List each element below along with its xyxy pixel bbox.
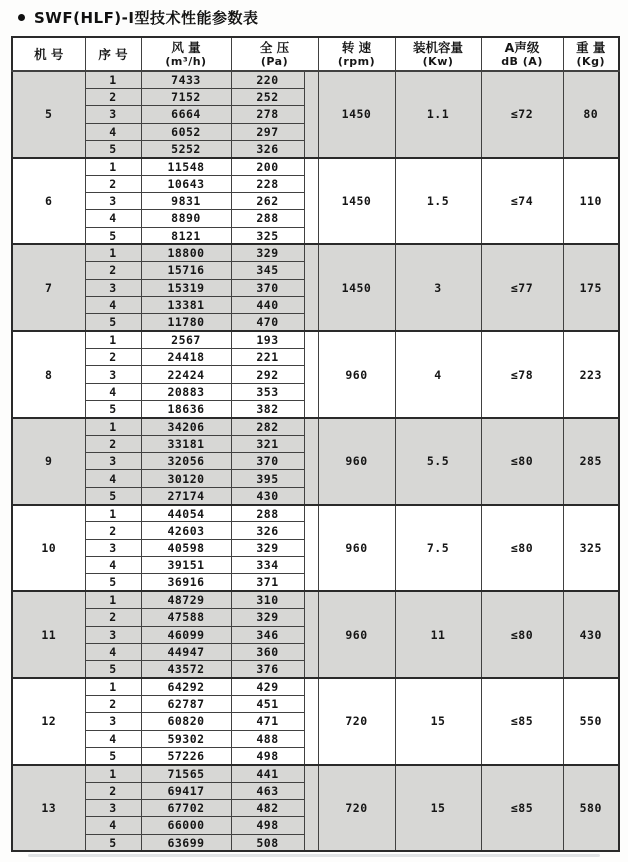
serial-number-cell: 3 [85, 713, 141, 730]
air-volume-cell: 43572 [141, 661, 231, 678]
pressure-cell: 370 [231, 279, 304, 296]
serial-number-cell: 3 [85, 192, 141, 209]
serial-number-cell: 3 [85, 799, 141, 816]
header-row [12, 37, 619, 71]
pressure-cell: 395 [231, 470, 304, 487]
air-volume-cell: 6052 [141, 123, 231, 140]
serial-number-cell: 3 [85, 453, 141, 470]
machine-number-cell: 7 [12, 244, 85, 331]
table-row [12, 678, 619, 695]
air-volume-cell: 66000 [141, 817, 231, 834]
serial-number-cell: 5 [85, 314, 141, 331]
air-volume-cell: 7433 [141, 71, 231, 88]
serial-number-cell: 5 [85, 834, 141, 851]
serial-number-cell: 4 [85, 383, 141, 400]
pressure-cell: 288 [231, 210, 304, 227]
spacer-cell [304, 418, 318, 505]
air-volume-cell: 63699 [141, 834, 231, 851]
pressure-cell: 482 [231, 799, 304, 816]
table-row [12, 591, 619, 608]
col-header-capacity-unit: (Kw) [422, 54, 454, 68]
col-header-noise-label: A声级 [504, 39, 540, 55]
serial-number-cell: 5 [85, 401, 141, 418]
pressure-cell: 326 [231, 522, 304, 539]
serial-number-cell: 5 [85, 140, 141, 157]
weight-cell: 223 [563, 331, 619, 418]
serial-number-cell: 1 [85, 244, 141, 261]
serial-number-cell: 1 [85, 71, 141, 88]
noise-cell: ≤74 [481, 158, 563, 245]
air-volume-cell: 15319 [141, 279, 231, 296]
air-volume-cell: 34206 [141, 418, 231, 435]
serial-number-cell: 5 [85, 574, 141, 591]
col-header-airflow-label: 风 量 [171, 39, 201, 55]
spacer-cell [304, 71, 318, 158]
page-title-row [18, 7, 258, 28]
weight-cell: 175 [563, 244, 619, 331]
pressure-cell: 508 [231, 834, 304, 851]
air-volume-cell: 46099 [141, 626, 231, 643]
air-volume-cell: 8890 [141, 210, 231, 227]
pressure-cell: 346 [231, 626, 304, 643]
air-volume-cell: 27174 [141, 487, 231, 504]
weight-cell: 80 [563, 71, 619, 158]
speed-cell: 960 [318, 505, 395, 592]
speed-cell: 720 [318, 678, 395, 765]
table-body [12, 71, 619, 851]
col-header-pressure-unit: (Pa) [260, 54, 289, 68]
air-volume-cell: 15716 [141, 262, 231, 279]
weight-cell: 285 [563, 418, 619, 505]
serial-number-cell: 1 [85, 678, 141, 695]
pressure-cell: 282 [231, 418, 304, 435]
air-volume-cell: 22424 [141, 366, 231, 383]
noise-cell: ≤72 [481, 71, 563, 158]
col-header-speed-unit: (rpm) [337, 54, 376, 68]
table-row [12, 71, 619, 88]
col-header-noise [481, 37, 563, 71]
air-volume-cell: 5252 [141, 140, 231, 157]
noise-cell: ≤85 [481, 678, 563, 765]
serial-number-cell: 3 [85, 539, 141, 556]
pressure-cell: 470 [231, 314, 304, 331]
pressure-cell: 370 [231, 453, 304, 470]
air-volume-cell: 44947 [141, 643, 231, 660]
col-header-capacity [395, 37, 481, 71]
spec-table [11, 36, 620, 852]
pressure-cell: 262 [231, 192, 304, 209]
air-volume-cell: 10643 [141, 175, 231, 192]
weight-cell: 580 [563, 765, 619, 852]
machine-number-cell: 11 [12, 591, 85, 678]
serial-number-cell: 2 [85, 609, 141, 626]
capacity-cell: 7.5 [395, 505, 481, 592]
col-header-machine-label: 机 号 [34, 46, 64, 62]
air-volume-cell: 40598 [141, 539, 231, 556]
capacity-cell: 5.5 [395, 418, 481, 505]
page-bottom-shadow [28, 854, 600, 857]
machine-number-cell: 12 [12, 678, 85, 765]
weight-cell: 110 [563, 158, 619, 245]
pressure-cell: 471 [231, 713, 304, 730]
noise-cell: ≤80 [481, 505, 563, 592]
serial-number-cell: 1 [85, 765, 141, 782]
pressure-cell: 498 [231, 817, 304, 834]
pressure-cell: 498 [231, 747, 304, 764]
capacity-cell: 3 [395, 244, 481, 331]
table-row [12, 505, 619, 522]
bullet-icon [18, 14, 25, 21]
weight-cell: 550 [563, 678, 619, 765]
col-header-serial-label: 序 号 [98, 46, 128, 62]
col-header-serial [85, 37, 141, 71]
machine-number-cell: 5 [12, 71, 85, 158]
pressure-cell: 360 [231, 643, 304, 660]
air-volume-cell: 64292 [141, 678, 231, 695]
pressure-cell: 321 [231, 435, 304, 452]
air-volume-cell: 13381 [141, 296, 231, 313]
speed-cell: 960 [318, 418, 395, 505]
col-header-airflow-unit: (m³/h) [165, 54, 207, 68]
air-volume-cell: 44054 [141, 505, 231, 522]
spacer-cell [304, 331, 318, 418]
pressure-cell: 326 [231, 140, 304, 157]
speed-cell: 1450 [318, 158, 395, 245]
page-title: SWF(HLF)-Ⅰ型技术性能参数表 [34, 9, 259, 27]
pressure-cell: 193 [231, 331, 304, 348]
pressure-cell: 463 [231, 782, 304, 799]
serial-number-cell: 2 [85, 262, 141, 279]
machine-number-cell: 10 [12, 505, 85, 592]
serial-number-cell: 2 [85, 349, 141, 366]
col-header-weight [563, 37, 619, 71]
noise-cell: ≤80 [481, 418, 563, 505]
serial-number-cell: 3 [85, 366, 141, 383]
air-volume-cell: 18800 [141, 244, 231, 261]
pressure-cell: 429 [231, 678, 304, 695]
air-volume-cell: 59302 [141, 730, 231, 747]
serial-number-cell: 4 [85, 557, 141, 574]
serial-number-cell: 2 [85, 782, 141, 799]
serial-number-cell: 2 [85, 695, 141, 712]
spacer-cell [304, 765, 318, 852]
air-volume-cell: 39151 [141, 557, 231, 574]
capacity-cell: 15 [395, 678, 481, 765]
table-row [12, 158, 619, 175]
pressure-cell: 297 [231, 123, 304, 140]
serial-number-cell: 4 [85, 643, 141, 660]
air-volume-cell: 71565 [141, 765, 231, 782]
spacer-cell [304, 244, 318, 331]
pressure-cell: 440 [231, 296, 304, 313]
air-volume-cell: 42603 [141, 522, 231, 539]
air-volume-cell: 6664 [141, 106, 231, 123]
weight-cell: 325 [563, 505, 619, 592]
serial-number-cell: 4 [85, 730, 141, 747]
col-header-pressure [231, 37, 318, 71]
col-header-speed [318, 37, 395, 71]
air-volume-cell: 57226 [141, 747, 231, 764]
speed-cell: 720 [318, 765, 395, 852]
noise-cell: ≤85 [481, 765, 563, 852]
serial-number-cell: 1 [85, 505, 141, 522]
pressure-cell: 310 [231, 591, 304, 608]
pressure-cell: 430 [231, 487, 304, 504]
serial-number-cell: 4 [85, 210, 141, 227]
speed-cell: 960 [318, 591, 395, 678]
pressure-cell: 451 [231, 695, 304, 712]
capacity-cell: 15 [395, 765, 481, 852]
noise-cell: ≤77 [481, 244, 563, 331]
pressure-cell: 334 [231, 557, 304, 574]
air-volume-cell: 11780 [141, 314, 231, 331]
spacer-cell [304, 158, 318, 245]
table-row [12, 765, 619, 782]
serial-number-cell: 1 [85, 158, 141, 175]
weight-cell: 430 [563, 591, 619, 678]
spacer-cell [304, 505, 318, 592]
serial-number-cell: 5 [85, 747, 141, 764]
capacity-cell: 1.5 [395, 158, 481, 245]
noise-cell: ≤80 [481, 591, 563, 678]
air-volume-cell: 62787 [141, 695, 231, 712]
air-volume-cell: 60820 [141, 713, 231, 730]
pressure-cell: 382 [231, 401, 304, 418]
pressure-cell: 329 [231, 539, 304, 556]
speed-cell: 1450 [318, 244, 395, 331]
air-volume-cell: 2567 [141, 331, 231, 348]
air-volume-cell: 32056 [141, 453, 231, 470]
capacity-cell: 4 [395, 331, 481, 418]
pressure-cell: 329 [231, 609, 304, 626]
air-volume-cell: 24418 [141, 349, 231, 366]
air-volume-cell: 8121 [141, 227, 231, 244]
serial-number-cell: 5 [85, 661, 141, 678]
machine-number-cell: 8 [12, 331, 85, 418]
serial-number-cell: 1 [85, 591, 141, 608]
pressure-cell: 288 [231, 505, 304, 522]
machine-number-cell: 13 [12, 765, 85, 852]
pressure-cell: 278 [231, 106, 304, 123]
serial-number-cell: 4 [85, 123, 141, 140]
air-volume-cell: 36916 [141, 574, 231, 591]
serial-number-cell: 4 [85, 470, 141, 487]
pressure-cell: 292 [231, 366, 304, 383]
col-header-pressure-label: 全 压 [259, 39, 290, 55]
col-header-weight-label: 重 量 [576, 39, 606, 55]
speed-cell: 1450 [318, 71, 395, 158]
pressure-cell: 441 [231, 765, 304, 782]
air-volume-cell: 69417 [141, 782, 231, 799]
spacer-cell [304, 678, 318, 765]
speed-cell: 960 [318, 331, 395, 418]
capacity-cell: 11 [395, 591, 481, 678]
col-header-airflow [141, 37, 231, 71]
col-header-speed-label: 转 速 [341, 39, 372, 55]
serial-number-cell: 3 [85, 626, 141, 643]
air-volume-cell: 48729 [141, 591, 231, 608]
pressure-cell: 371 [231, 574, 304, 591]
table-row [12, 331, 619, 348]
pressure-cell: 488 [231, 730, 304, 747]
table-row [12, 244, 619, 261]
pressure-cell: 252 [231, 88, 304, 105]
air-volume-cell: 30120 [141, 470, 231, 487]
serial-number-cell: 3 [85, 106, 141, 123]
col-header-capacity-label: 装机容量 [413, 39, 464, 55]
machine-number-cell: 9 [12, 418, 85, 505]
air-volume-cell: 67702 [141, 799, 231, 816]
pressure-cell: 329 [231, 244, 304, 261]
col-header-noise-unit: dB (A) [501, 54, 543, 68]
col-header-weight-unit: (Kg) [576, 54, 605, 68]
serial-number-cell: 3 [85, 279, 141, 296]
serial-number-cell: 2 [85, 175, 141, 192]
air-volume-cell: 18636 [141, 401, 231, 418]
serial-number-cell: 1 [85, 331, 141, 348]
col-header-machine [12, 37, 85, 71]
capacity-cell: 1.1 [395, 71, 481, 158]
machine-number-cell: 6 [12, 158, 85, 245]
pressure-cell: 221 [231, 349, 304, 366]
air-volume-cell: 9831 [141, 192, 231, 209]
pressure-cell: 345 [231, 262, 304, 279]
pressure-cell: 376 [231, 661, 304, 678]
table-row [12, 418, 619, 435]
serial-number-cell: 2 [85, 522, 141, 539]
air-volume-cell: 47588 [141, 609, 231, 626]
air-volume-cell: 7152 [141, 88, 231, 105]
pressure-cell: 353 [231, 383, 304, 400]
pressure-cell: 220 [231, 71, 304, 88]
serial-number-cell: 1 [85, 418, 141, 435]
air-volume-cell: 11548 [141, 158, 231, 175]
air-volume-cell: 20883 [141, 383, 231, 400]
serial-number-cell: 2 [85, 435, 141, 452]
serial-number-cell: 4 [85, 817, 141, 834]
pressure-cell: 200 [231, 158, 304, 175]
serial-number-cell: 5 [85, 487, 141, 504]
serial-number-cell: 2 [85, 88, 141, 105]
noise-cell: ≤78 [481, 331, 563, 418]
pressure-cell: 325 [231, 227, 304, 244]
air-volume-cell: 33181 [141, 435, 231, 452]
spacer-cell [304, 591, 318, 678]
pressure-cell: 228 [231, 175, 304, 192]
serial-number-cell: 5 [85, 227, 141, 244]
serial-number-cell: 4 [85, 296, 141, 313]
